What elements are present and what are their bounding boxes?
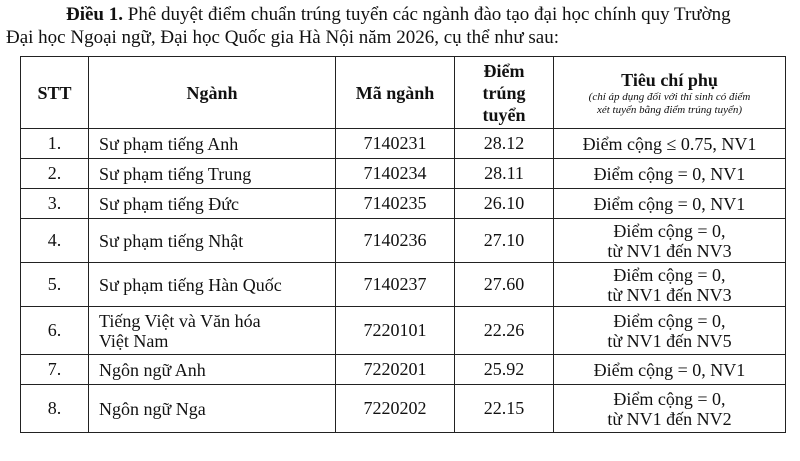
table-row bbox=[21, 307, 786, 355]
cell-nganh bbox=[89, 263, 336, 307]
tieu-chi-line-2: từ NV1 đến NV2 bbox=[607, 408, 732, 429]
ma-nganh-value: 7220201 bbox=[363, 359, 427, 379]
nganh-line-1: Sư phạm tiếng Đức bbox=[99, 193, 239, 214]
nganh-line-1: Ngôn ngữ Nga bbox=[99, 398, 206, 419]
nganh-line-1: Sư phạm tiếng Nhật bbox=[99, 230, 244, 251]
tieu-chi-line-1: Điểm cộng = 0, bbox=[613, 264, 726, 285]
stt-value: 6. bbox=[47, 320, 62, 340]
cell-tieu-chi bbox=[554, 385, 786, 433]
cell-tieu-chi bbox=[554, 219, 786, 263]
table-row bbox=[21, 159, 786, 189]
cell-tieu-chi bbox=[554, 189, 786, 219]
cell-diem bbox=[455, 385, 554, 433]
header-diem-line-1: Điểm bbox=[483, 60, 525, 81]
stt-value: 5. bbox=[47, 274, 62, 294]
cell-ma-nganh bbox=[336, 385, 455, 433]
cell-ma-nganh bbox=[336, 219, 455, 263]
header-stt: STT bbox=[21, 57, 89, 129]
cell-stt bbox=[21, 159, 89, 189]
cell-nganh bbox=[89, 189, 336, 219]
cell-ma-nganh bbox=[336, 129, 455, 159]
cell-tieu-chi bbox=[554, 307, 786, 355]
cell-tieu-chi bbox=[554, 355, 786, 385]
stt-value: 1. bbox=[47, 133, 62, 153]
table-row bbox=[21, 189, 786, 219]
ma-nganh-value: 7140235 bbox=[363, 193, 427, 213]
tieu-chi-line-2: từ NV1 đến NV5 bbox=[607, 330, 732, 351]
tieu-chi-line-1: Điểm cộng = 0, bbox=[613, 220, 726, 241]
cell-nganh bbox=[89, 219, 336, 263]
cell-diem bbox=[455, 307, 554, 355]
cell-ma-nganh bbox=[336, 159, 455, 189]
tieu-chi-line-1: Điểm cộng = 0, NV1 bbox=[593, 193, 746, 214]
diem-value: 28.11 bbox=[484, 163, 524, 183]
table-row bbox=[21, 385, 786, 433]
header-tieu-chi bbox=[554, 57, 786, 129]
nganh-line-2: Việt Nam bbox=[99, 330, 169, 351]
ma-nganh-value: 7140231 bbox=[363, 133, 427, 153]
nganh-line-1: Ngôn ngữ Anh bbox=[99, 359, 206, 380]
table-body bbox=[21, 129, 786, 433]
table-header-row bbox=[21, 57, 786, 129]
article-label: Điều 1. bbox=[66, 4, 123, 25]
stt-value: 2. bbox=[47, 163, 62, 183]
cell-stt bbox=[21, 263, 89, 307]
tieu-chi-line-2: từ NV1 đến NV3 bbox=[607, 284, 732, 305]
intro-line-1-text: Phê duyệt điểm chuẩn trúng tuyển các ngành đào tạo đại học chính quy Trường bbox=[123, 4, 731, 25]
cell-stt bbox=[21, 129, 89, 159]
cell-tieu-chi bbox=[554, 159, 786, 189]
header-nganh: Ngành bbox=[89, 57, 336, 129]
cell-nganh bbox=[89, 355, 336, 385]
header-tieu-chi-note-2: xét tuyển bằng điểm trúng tuyển) bbox=[596, 103, 743, 116]
diem-value: 26.10 bbox=[483, 193, 525, 213]
ma-nganh-value: 7220202 bbox=[363, 398, 427, 418]
diem-value: 28.12 bbox=[483, 133, 525, 153]
header-ma-nganh: Mã ngành bbox=[336, 57, 455, 129]
cell-diem bbox=[455, 189, 554, 219]
ma-nganh-value: 7140237 bbox=[363, 274, 427, 294]
intro-line-2: Đại học Ngoại ngữ, Đại học Quốc gia Hà Nội năm 2026, cụ thể như sau: bbox=[6, 27, 559, 48]
cell-nganh bbox=[89, 307, 336, 355]
table-row bbox=[21, 219, 786, 263]
tieu-chi-line-2: từ NV1 đến NV3 bbox=[607, 240, 732, 261]
cell-diem bbox=[455, 219, 554, 263]
intro-line-1 bbox=[6, 3, 796, 26]
cell-nganh bbox=[89, 129, 336, 159]
table-row bbox=[21, 129, 786, 159]
cell-nganh bbox=[89, 385, 336, 433]
table-row bbox=[21, 263, 786, 307]
nganh-line-1: Tiếng Việt và Văn hóa bbox=[99, 310, 261, 331]
cell-stt bbox=[21, 189, 89, 219]
diem-value: 27.10 bbox=[483, 230, 525, 250]
nganh-line-1: Sư phạm tiếng Hàn Quốc bbox=[99, 274, 282, 295]
cell-ma-nganh bbox=[336, 355, 455, 385]
cell-stt bbox=[21, 307, 89, 355]
tieu-chi-line-1: Điểm cộng = 0, NV1 bbox=[593, 163, 746, 184]
cell-diem bbox=[455, 159, 554, 189]
cell-ma-nganh bbox=[336, 263, 455, 307]
ma-nganh-value: 7140234 bbox=[363, 163, 427, 183]
cell-stt bbox=[21, 219, 89, 263]
diem-value: 25.92 bbox=[483, 359, 525, 379]
cell-ma-nganh bbox=[336, 307, 455, 355]
admission-scores-table bbox=[20, 56, 786, 433]
tieu-chi-line-1: Điểm cộng = 0, bbox=[613, 310, 726, 331]
cell-ma-nganh bbox=[336, 189, 455, 219]
header-diem bbox=[455, 57, 554, 129]
stt-value: 8. bbox=[47, 398, 62, 418]
header-tieu-chi-title: Tiêu chí phụ bbox=[621, 69, 718, 90]
stt-value: 3. bbox=[47, 193, 62, 213]
intro-paragraph bbox=[6, 3, 796, 49]
diem-value: 27.60 bbox=[483, 274, 525, 294]
tieu-chi-line-1: Điểm cộng = 0, bbox=[613, 388, 726, 409]
ma-nganh-value: 7140236 bbox=[363, 230, 427, 250]
ma-nganh-value: 7220101 bbox=[363, 320, 427, 340]
header-diem-line-2: trúng bbox=[482, 82, 526, 103]
cell-diem bbox=[455, 129, 554, 159]
nganh-line-1: Sư phạm tiếng Anh bbox=[99, 133, 239, 154]
header-diem-line-3: tuyển bbox=[482, 104, 526, 125]
stt-value: 7. bbox=[47, 359, 62, 379]
tieu-chi-line-1: Điểm cộng = 0, NV1 bbox=[593, 359, 746, 380]
cell-nganh bbox=[89, 159, 336, 189]
diem-value: 22.26 bbox=[483, 320, 525, 340]
tieu-chi-line-1: Điểm cộng ≤ 0.75, NV1 bbox=[582, 133, 757, 154]
table-row bbox=[21, 355, 786, 385]
header-tieu-chi-note-1: (chỉ áp dụng đối với thí sinh có điểm bbox=[588, 90, 751, 103]
cell-tieu-chi bbox=[554, 129, 786, 159]
cell-stt bbox=[21, 385, 89, 433]
cell-diem bbox=[455, 355, 554, 385]
cell-stt bbox=[21, 355, 89, 385]
stt-value: 4. bbox=[47, 230, 62, 250]
cell-diem bbox=[455, 263, 554, 307]
diem-value: 22.15 bbox=[483, 398, 525, 418]
nganh-line-1: Sư phạm tiếng Trung bbox=[99, 163, 252, 184]
cell-tieu-chi bbox=[554, 263, 786, 307]
